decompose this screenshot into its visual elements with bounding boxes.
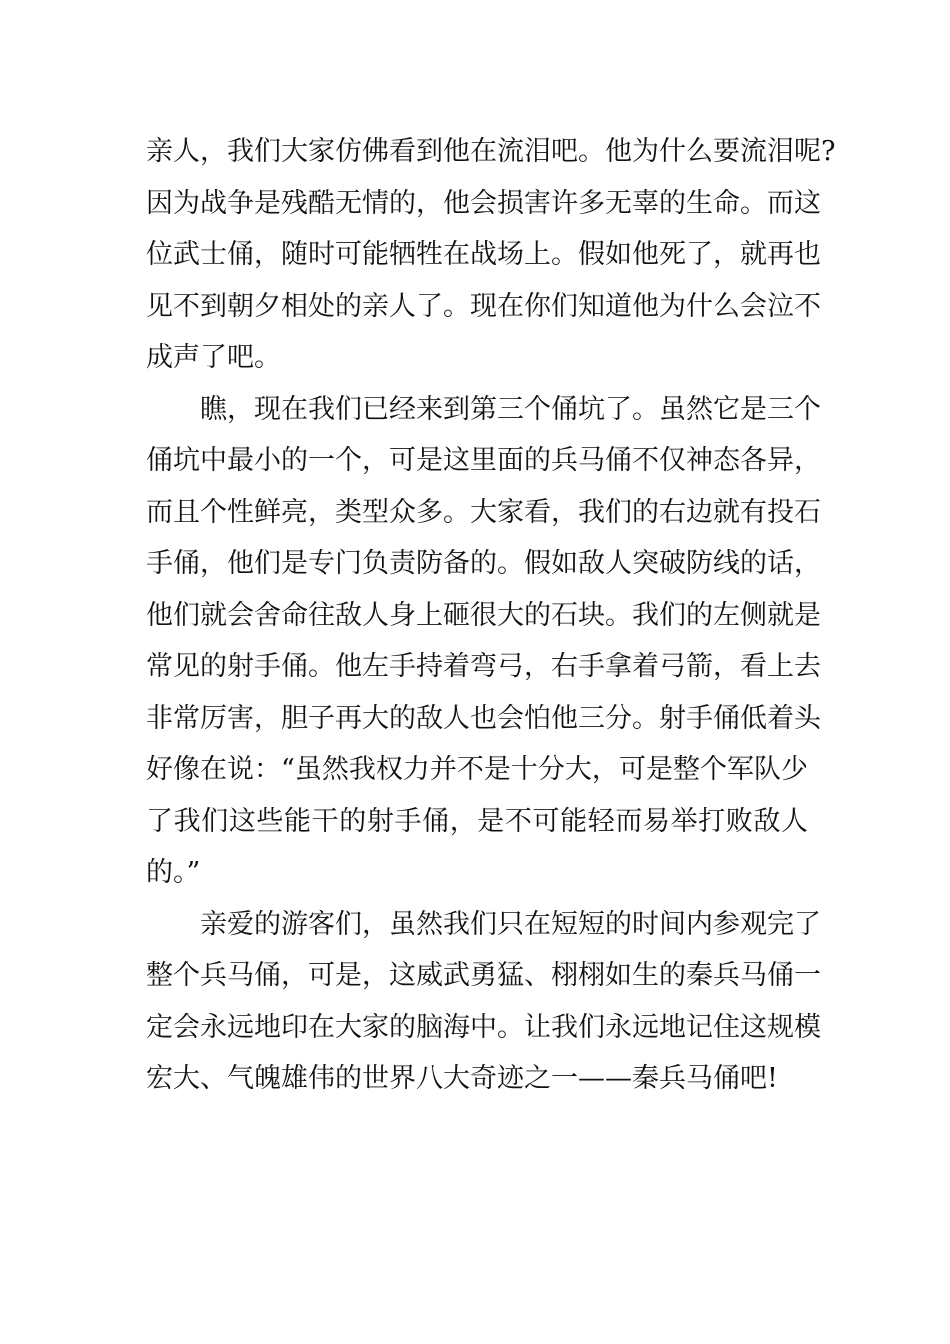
- text-line: 常见的射手俑。他左手持着弯弓，右手拿着弓箭，看上去: [146, 651, 821, 682]
- text-line: 亲人，我们大家仿佛看到他在流泪吧。他为什么要流泪呢?: [146, 136, 836, 167]
- text-line: 手俑，他们是专门负责防备的。假如敌人突破防线的话，: [146, 548, 821, 579]
- text-line: 因为战争是残酷无情的，他会损害许多无辜的生命。而这: [146, 187, 821, 219]
- text-line: 位武士俑，随时可能牺牲在战场上。假如他死了，就再也: [146, 239, 821, 270]
- paragraph-2: [146, 384, 821, 899]
- text-line: 宏大、气魄雄伟的世界八大奇迹之一——秦兵马俑吧!: [146, 1063, 778, 1094]
- document-body: [146, 126, 836, 1105]
- text-line: 俑坑中最小的一个，可是这里面的兵马俑不仅神态各异，: [146, 445, 821, 476]
- text-line: 整个兵马俑，可是，这威武勇猛、栩栩如生的秦兵马俑一: [146, 960, 821, 991]
- text-line: 定会永远地印在大家的脑海中。让我们永远地记住这规模: [146, 1011, 821, 1043]
- text-line: 瞧，现在我们已经来到第三个俑坑了。虽然它是三个: [146, 393, 821, 425]
- text-line: 亲爱的游客们，虽然我们只在短短的时间内参观完了: [146, 908, 821, 940]
- text-line: 他们就会舍命往敌人身上砸很大的石块。我们的左侧就是: [146, 599, 821, 631]
- text-line: 好像在说：“虽然我权力并不是十分大，可是整个军队少: [146, 754, 808, 785]
- text-line: 了我们这些能干的射手俑，是不可能轻而易举打败敌人: [146, 805, 808, 837]
- text-line: 而且个性鲜亮，类型众多。大家看，我们的右边就有投石: [146, 496, 821, 528]
- paragraph-1: [146, 126, 836, 384]
- text-line: 成声了吧。: [146, 342, 281, 373]
- paragraph-3: [146, 899, 821, 1105]
- text-line: 非常厉害，胆子再大的敌人也会怕他三分。射手俑低着头: [146, 702, 821, 734]
- text-line: 的。”: [146, 857, 201, 888]
- text-line: 见不到朝夕相处的亲人了。现在你们知道他为什么会泣不: [146, 290, 821, 322]
